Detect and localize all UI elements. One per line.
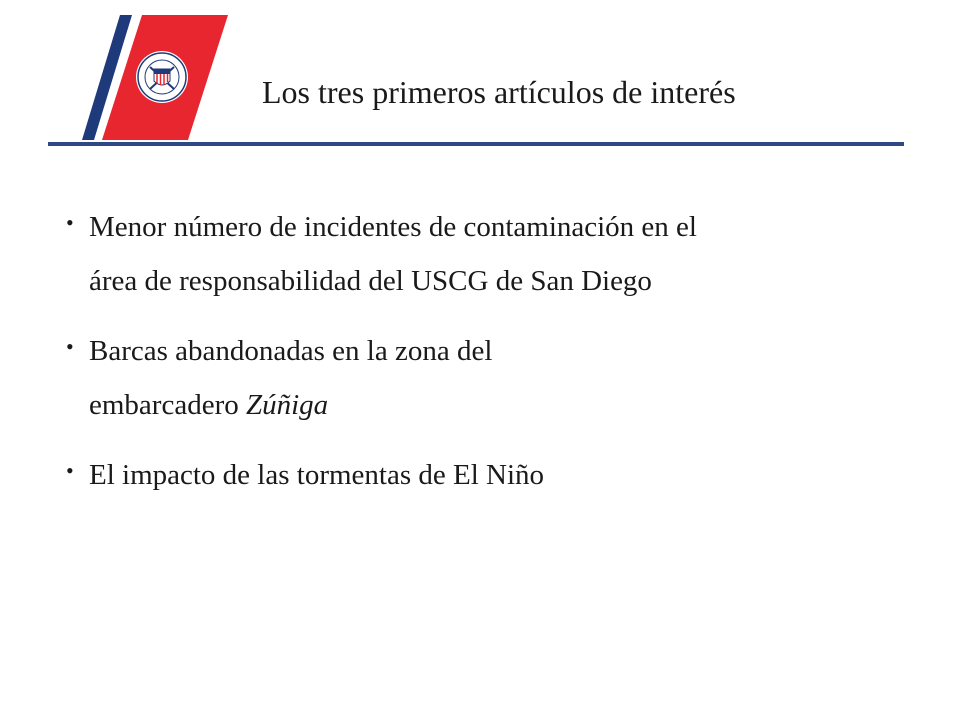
- list-item: [66, 200, 896, 308]
- bullet-text-line: área de responsabilidad del USCG de San Diego: [89, 265, 652, 297]
- bullet-icon: •: [66, 210, 74, 235]
- bullet-text-plain: embarcadero: [89, 389, 246, 421]
- coast-guard-stripe-logo: [80, 15, 230, 140]
- bullet-icon: •: [66, 334, 74, 359]
- list-item: [66, 448, 896, 502]
- bullet-icon: •: [66, 458, 74, 483]
- title-divider: [48, 142, 904, 146]
- coast-guard-emblem-icon: [80, 15, 230, 140]
- bullet-text-line: Barcas abandonadas en la zona del: [89, 335, 493, 367]
- bullet-list: [66, 200, 896, 518]
- slide-title: Los tres primeros artículos de interés: [262, 74, 736, 110]
- list-item: [66, 324, 896, 432]
- bullet-text-italic: Zúñiga: [245, 389, 329, 421]
- bullet-text-line: [89, 378, 896, 432]
- bullet-text-line: Menor número de incidentes de contaminación en el: [89, 211, 697, 243]
- bullet-text-line: El impacto de las tormentas de El Niño: [89, 459, 545, 491]
